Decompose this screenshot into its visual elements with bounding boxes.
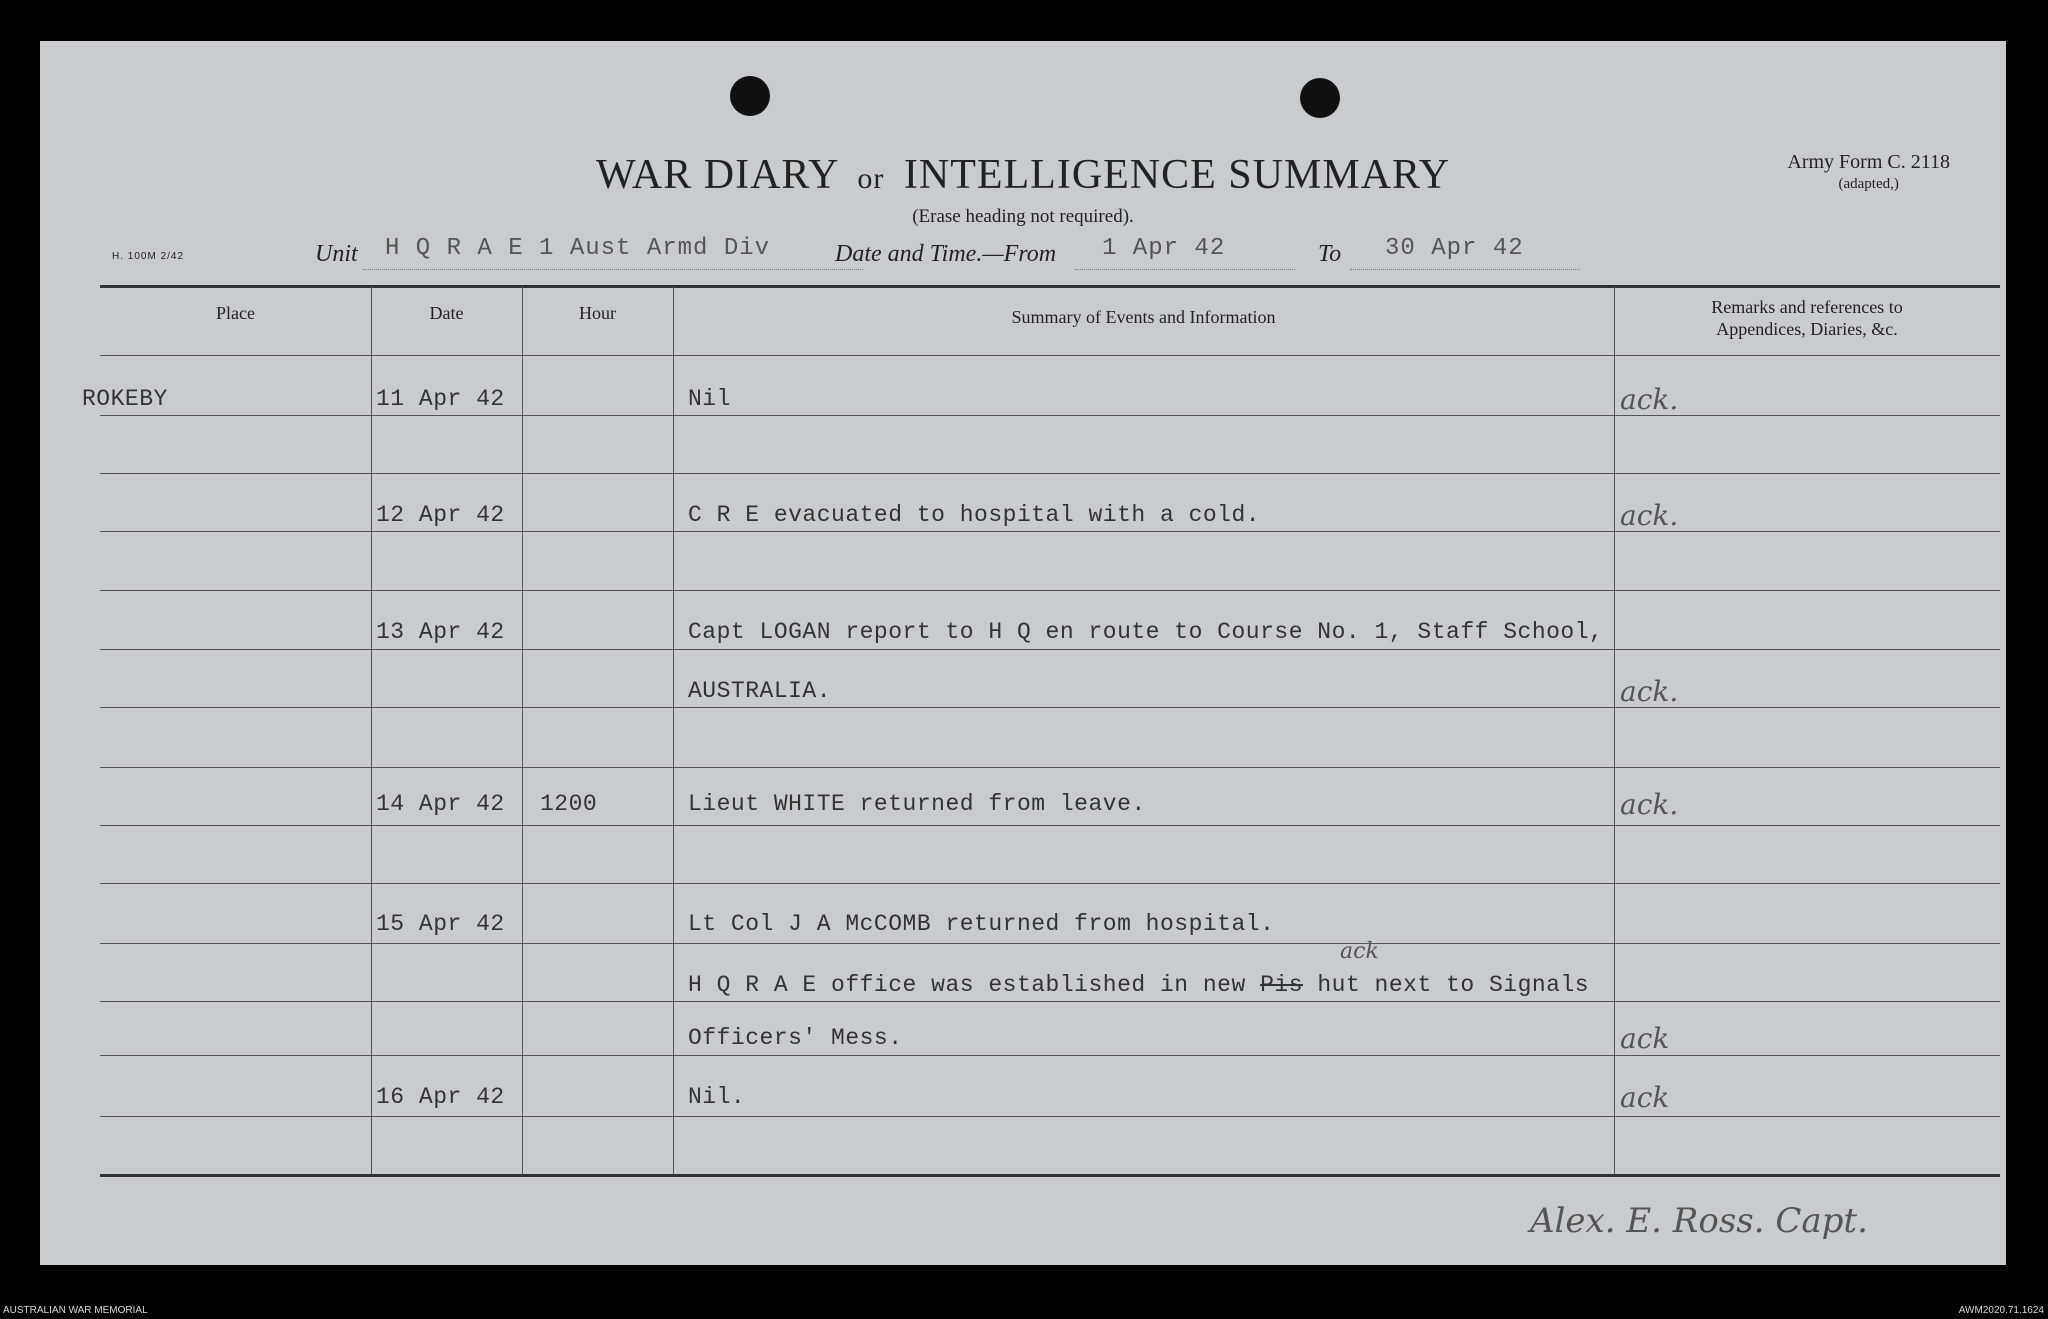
unit-value: H Q R A E 1 Aust Armd Div xyxy=(385,235,771,262)
army-form-adapted: (adapted,) xyxy=(1838,176,1899,192)
entry-summary-continued: Officers' Mess. xyxy=(688,1025,903,1051)
entry-date: 14 Apr 42 xyxy=(376,791,505,817)
entry-place: ROKEBY xyxy=(82,386,168,412)
entry-summary: Lt Col J A McCOMB returned from hospital. xyxy=(688,911,1275,937)
entry-initials: ack xyxy=(1620,1081,1670,1114)
to-value: 30 Apr 42 xyxy=(1385,235,1524,262)
entry-date: 15 Apr 42 xyxy=(376,911,505,937)
entry-summary-part: hut next to Signals xyxy=(1317,972,1590,998)
title-part2: INTELLIGENCE SUMMARY xyxy=(903,152,1451,198)
header-place: Place xyxy=(216,303,255,323)
entry-hour: 1200 xyxy=(540,791,598,817)
title-or: or xyxy=(857,162,885,195)
entry-summary: Nil xyxy=(688,386,731,412)
row-rule xyxy=(100,531,2000,532)
form-subtitle: (Erase heading not required). xyxy=(912,206,1134,227)
row-rule xyxy=(100,649,2000,650)
row-rule xyxy=(100,1055,2000,1056)
row-rule xyxy=(100,1001,2000,1002)
punch-hole xyxy=(730,76,770,116)
column-rule xyxy=(673,286,674,1174)
signature: Alex. E. Ross. Capt. xyxy=(1530,1201,1868,1241)
entry-date: 11 Apr 42 xyxy=(376,386,505,412)
diary-sheet xyxy=(40,41,2006,1265)
header-remarks-line2: Appendices, Diaries, &c. xyxy=(1716,318,1898,339)
form-code: H. 100M 2/42 xyxy=(112,251,185,262)
table-bottom-rule xyxy=(100,1174,2000,1177)
footer-archive-ref: AWM2020.71.1624 xyxy=(1958,1305,2044,1316)
entry-summary: C R E evacuated to hospital with a cold. xyxy=(688,502,1261,528)
to-dotted-rule xyxy=(1350,269,1580,270)
header-hour: Hour xyxy=(579,303,616,323)
entry-struck-word: Pis xyxy=(1260,972,1304,998)
header-summary: Summary of Events and Information xyxy=(1011,307,1276,327)
row-rule xyxy=(100,707,2000,708)
row-rule xyxy=(100,825,2000,826)
entry-summary-continued xyxy=(688,972,1589,998)
entry-summary: Lieut WHITE returned from leave. xyxy=(688,791,1146,817)
entry-correction: ack xyxy=(1340,939,1379,964)
army-form-ref xyxy=(1787,149,1950,195)
header-date: Date xyxy=(429,303,464,323)
entry-date: 16 Apr 42 xyxy=(376,1084,505,1110)
form-title xyxy=(40,151,2006,199)
entry-summary-continued: AUSTRALIA. xyxy=(688,678,832,704)
to-label: To xyxy=(1318,241,1342,267)
army-form-number: Army Form C. 2118 xyxy=(1787,151,1950,173)
column-rule xyxy=(522,286,523,1174)
row-rule xyxy=(100,1116,2000,1117)
unit-dotted-rule xyxy=(363,269,863,270)
entry-initials: ack. xyxy=(1620,788,1679,821)
header-remarks-line1: Remarks and references to xyxy=(1711,297,1903,317)
entry-summary: Capt LOGAN report to H Q en route to Course No. 1, Staff School, xyxy=(688,619,1604,645)
entry-date: 13 Apr 42 xyxy=(376,619,505,645)
column-rule xyxy=(371,286,372,1174)
entry-date: 12 Apr 42 xyxy=(376,502,505,528)
row-rule xyxy=(100,473,2000,474)
entry-initials: ack. xyxy=(1620,499,1679,532)
from-dotted-rule xyxy=(1075,269,1295,270)
date-label: Date and Time.—From xyxy=(835,241,1057,267)
unit-line xyxy=(315,235,1585,275)
row-rule xyxy=(100,883,2000,884)
row-rule xyxy=(100,767,2000,768)
table-top-rule xyxy=(100,285,2000,288)
unit-label: Unit xyxy=(315,241,358,267)
entry-summary-part: H Q R A E office was established in new xyxy=(688,972,1246,998)
row-rule xyxy=(100,590,2000,591)
entry-initials: ack xyxy=(1620,1022,1670,1055)
header-remarks xyxy=(1614,297,2000,340)
entry-initials: ack. xyxy=(1620,675,1679,708)
from-value: 1 Apr 42 xyxy=(1102,235,1226,262)
row-rule xyxy=(100,415,2000,416)
footer-archive-name: AUSTRALIAN WAR MEMORIAL xyxy=(3,1305,148,1316)
column-rule xyxy=(1614,286,1615,1174)
entry-initials: ack. xyxy=(1620,383,1679,416)
punch-hole xyxy=(1300,78,1340,118)
row-rule xyxy=(100,355,2000,356)
row-rule xyxy=(100,943,2000,944)
entry-summary: Nil. xyxy=(688,1084,746,1110)
title-part1: WAR DIARY xyxy=(595,152,838,198)
